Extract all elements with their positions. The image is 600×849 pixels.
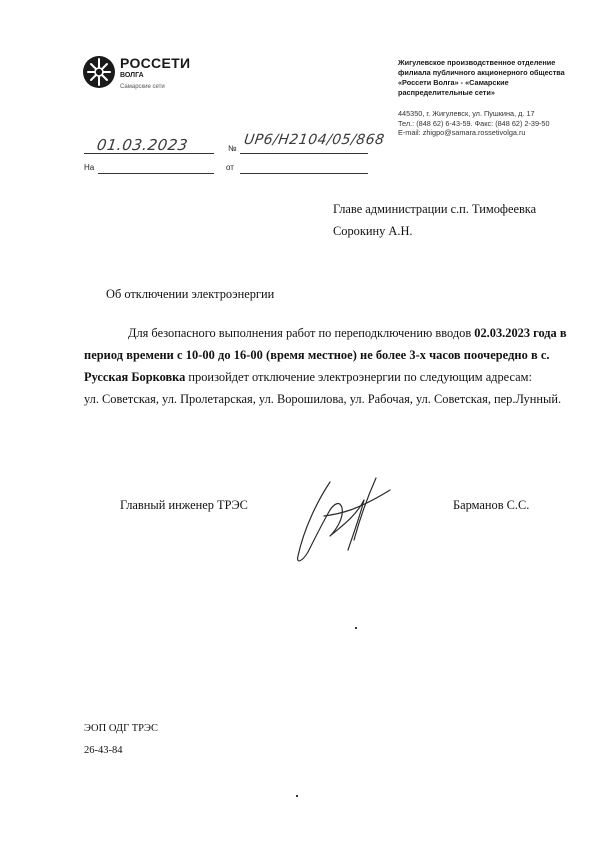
signatory-position: Главный инженер ТРЭС [120,498,248,512]
sender-email: E-mail: zhigpo@samara.rossetivolga.ru [398,128,526,137]
sender-address: 445350, г. Жигулевск, ул. Пушкина, д. 17 [398,109,535,118]
body-village-bold: Русская Борковка [84,370,186,384]
executor-name: ЭОП ОДГ ТРЭС [84,723,158,734]
sender-phone: Тел.: (848 62) 6-43-59. Факс: (848 62) 2-39-50 [398,118,550,128]
letter-subject: Об отключении электроэнергии [106,287,275,301]
date-underline [84,153,214,154]
body-line-3 [84,366,532,388]
addressee-line2: Сорокину А.Н. [333,224,413,238]
scan-speck [355,627,357,629]
rosseti-logo-icon [82,55,116,89]
scan-speck [296,795,298,797]
addressee-line1: Главе администрации с.п. Тимофеевка [333,202,537,216]
logo-region: ВОЛГА [120,72,144,79]
signatory-name: Барманов С.С. [453,498,530,512]
body-line-4: ул. Советская, ул. Пролетарская, ул. Ворошилова, ул. Рабочая, ул. Советская, пер.Лунный. [84,392,562,406]
from-label: от [226,163,234,172]
org-line: распределительные сети» [398,88,495,97]
handwritten-number: UP6/H2104/05/868 [242,132,386,148]
sender-contacts [398,109,578,138]
date-label: На [84,163,95,172]
executor-phone: 26-43-84 [84,745,123,756]
body-text: произойдет отключение электроэнергии по следующим адресам: [185,370,532,384]
body-date-bold: 02.03.2023 года в [474,326,567,340]
org-line: Жигулевское производственное отделение [398,58,556,67]
body-line-1 [128,322,567,344]
number-underline [240,153,368,154]
handwritten-date: 01.03.2023 [95,136,190,154]
number-label: № [228,144,237,153]
body-line-2: период времени с 10-00 до 16-00 (время местное) не более 3-х часов поочередно в с. [84,348,550,362]
org-line: «Россети Волга» - «Самарские [398,78,509,87]
from-underline [240,173,368,174]
body-text: Для безопасного выполнения работ по переподключению вводов [128,326,475,340]
logo-subsidiary: Самарские сети [120,84,165,90]
logo-title: РОССЕТИ [120,55,191,71]
na-underline [98,173,214,174]
handwritten-signature [290,470,400,570]
org-line: филиала публичного акционерного общества [398,68,565,77]
sender-organization [398,58,568,98]
